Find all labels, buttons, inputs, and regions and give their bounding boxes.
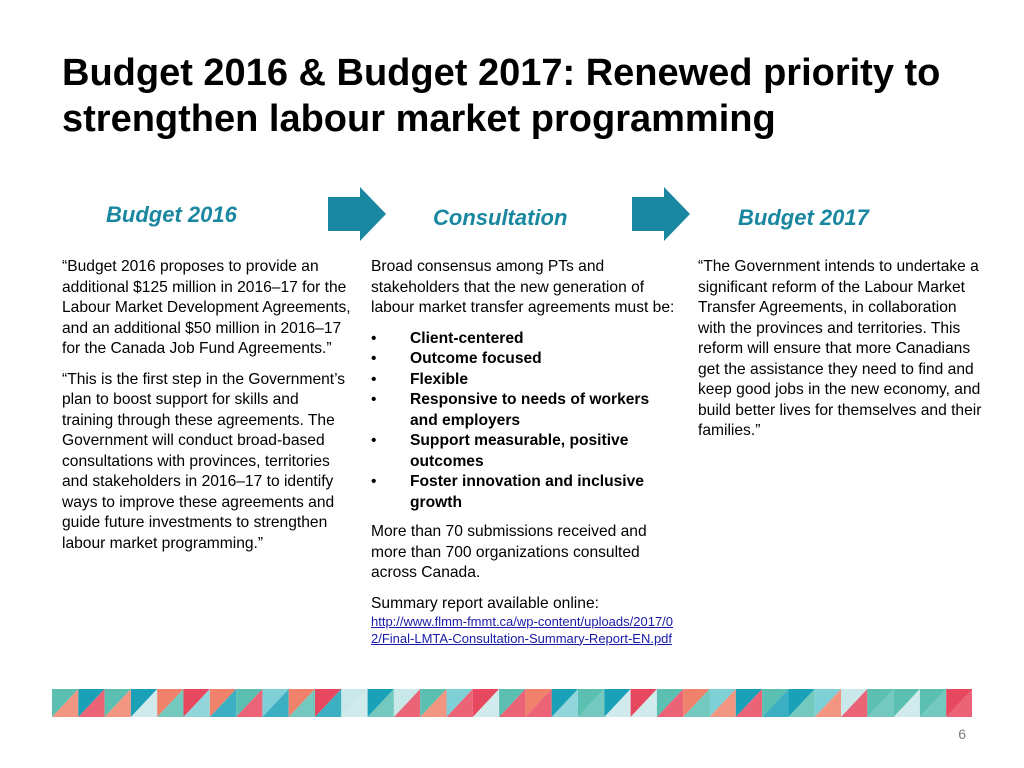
bullet-text: Client-centered [410,329,524,347]
bullet-item [371,329,681,350]
budget-2017-quote: “The Government intends to undertake a significant reform of the Labour Market Transfer Agreements, in collaboration with the provinces and territories. This reform will ensure that more Canadians get the assistance they need to find and keep good jobs in the new economy, and build better lives for themselves and their families.” [698,258,982,439]
heading-consultation: Consultation [433,205,568,230]
heading-budget-2017: Budget 2017 [738,205,869,230]
bullet-text: Responsive to needs of workers and employers [410,391,650,429]
bullet-item [371,370,681,391]
consultation-bullet-list [371,329,681,514]
bullet-dot: • [371,329,377,347]
arrow-shape [632,187,690,241]
bullet-text: Support measurable, positive outcomes [410,432,629,470]
right-arrow-icon [328,187,386,241]
budget-2016-quote-2: “This is the first step in the Government’s plan to boost support for skills and training through these agreements. The Government will conduct broad-based consultations with provinces, territories and stakeholders in 2016–17 to identify ways to improve these agreements and guide future investments to strengthen labour market programming.” [62,370,346,552]
bullet-item [371,390,681,431]
bullet-dot: • [371,432,377,449]
bullet-dot: • [371,473,377,490]
consultation-submissions: More than 70 submissions received and more than 700 organizations consulted across Canada. [371,523,647,581]
bullet-text: Flexible [410,370,469,388]
arrow-shape [328,187,386,241]
budget-2016-column [62,257,352,564]
summary-label: Summary report available online: [371,594,599,612]
summary-report-link[interactable]: http://www.flmm-fmmt.ca/wp-content/uploads/2017/02/Final-LMTA-Consultation-Summary-Report-EN.pdf [371,614,674,646]
slide-title: Budget 2016 & Budget 2017: Renewed priority to strengthen labour market programming [62,52,941,140]
bullet-text: Outcome focused [410,350,542,367]
bullet-dot: • [371,391,377,408]
page-number: 6 [958,726,966,742]
bullet-item [371,431,681,472]
bullet-item [371,472,681,513]
bullet-item [371,349,681,370]
bullet-dot: • [371,350,377,367]
right-arrow-icon [632,187,690,241]
bullet-text: Foster innovation and inclusive growth [410,473,644,511]
decorative-triangle-banner [52,689,972,717]
bullet-dot: • [371,370,377,388]
consultation-column [371,257,681,647]
heading-budget-2016: Budget 2016 [106,202,237,227]
consultation-intro: Broad consensus among PTs and stakeholders that the new generation of labour market transfer agreements must be: [371,258,675,316]
budget-2017-column [698,257,983,452]
budget-2016-quote-1: “Budget 2016 proposes to provide an additional $125 million in 2016–17 for the Labour Market Development Agreements, and an additional $50 million in 2016–17 for the Canada Job Fund Agreements.” [62,258,351,357]
